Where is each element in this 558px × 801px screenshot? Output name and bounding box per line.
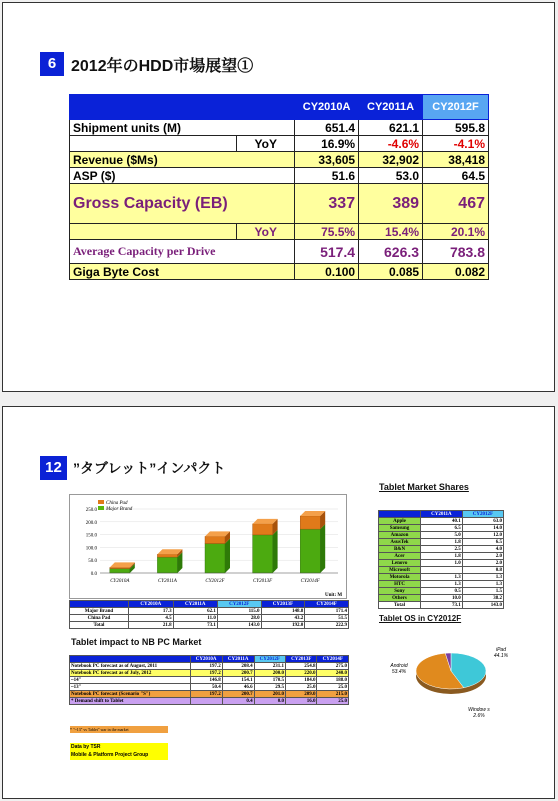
- pie-label-value: 53.4%: [391, 669, 407, 675]
- table-row: [70, 677, 349, 684]
- table-cell: 33,605: [295, 152, 359, 168]
- table-cell: 51.5: [305, 615, 349, 622]
- header-cell: CY2012F: [462, 511, 503, 518]
- table-cell: 4.0: [462, 546, 503, 553]
- row-label: [70, 224, 237, 240]
- table-cell: 0.4: [222, 698, 254, 705]
- slide-hdd-outlook: [2, 2, 555, 392]
- table-cell: 15.4%: [359, 224, 423, 240]
- row-label: Notebook PC forecast (Scenario "S"): [70, 691, 191, 698]
- row-label: Revenue ($Ms): [70, 152, 295, 168]
- table-cell: 29.5: [254, 684, 285, 691]
- row-label: Shipment units (M): [70, 120, 295, 136]
- table-cell: 200.7: [222, 670, 254, 677]
- tablet-os-pie: [381, 639, 531, 719]
- table-cell: 10.0: [421, 595, 463, 602]
- table-cell: 25.0: [317, 684, 349, 691]
- table-cell: 467: [423, 184, 489, 224]
- table-cell: 188.0: [317, 677, 349, 684]
- table-row: [70, 184, 489, 224]
- table-row: [70, 168, 489, 184]
- table-cell: 651.4: [295, 120, 359, 136]
- war-note: * "~13" vs Tablet" war in the market: [70, 726, 168, 733]
- table-cell: 28.0: [217, 615, 261, 622]
- table-cell: 64.5: [423, 168, 489, 184]
- table-cell: 143.0: [462, 602, 503, 609]
- shares-title: Tablet Market Shares: [379, 482, 469, 492]
- table-cell: 215.0: [317, 691, 349, 698]
- table-cell: 222.9: [305, 622, 349, 629]
- table-cell: 2.0: [462, 560, 503, 567]
- table-row: [379, 546, 504, 553]
- table-cell: 14.0: [462, 525, 503, 532]
- table-row: [70, 663, 349, 670]
- table-row: [70, 691, 349, 698]
- table-row: [70, 264, 489, 280]
- table-cell: 25.0: [286, 684, 317, 691]
- table-row: [70, 120, 489, 136]
- table-cell: 1.0: [421, 560, 463, 567]
- header-blank: [70, 95, 295, 120]
- table-cell: 1.5: [462, 588, 503, 595]
- legend-label: Major Brand: [106, 507, 133, 512]
- table-cell: 0.082: [423, 264, 489, 280]
- bar-china-pad: [253, 524, 273, 535]
- table-cell: 4.5: [128, 615, 173, 622]
- y-tick-label: 250.0: [85, 508, 97, 513]
- row-label: Lenovo: [379, 560, 421, 567]
- pie-label-name: Window s: [468, 707, 490, 713]
- table-row: [379, 525, 504, 532]
- table-cell: 197.2: [190, 670, 222, 677]
- table-cell: 73.1: [421, 602, 463, 609]
- table-cell: 200.7: [222, 691, 254, 698]
- table-cell: 32,902: [359, 152, 423, 168]
- tablet-unit-table: [69, 600, 349, 629]
- table-cell: 53.0: [359, 168, 423, 184]
- nb-pc-impact-table: [69, 655, 349, 705]
- table-cell: 220.0: [286, 670, 317, 677]
- table-cell: 46.6: [222, 684, 254, 691]
- hdd-market-table: [69, 94, 489, 280]
- table-cell: 0.5: [421, 588, 463, 595]
- table-cell: 51.6: [295, 168, 359, 184]
- table-row: [379, 532, 504, 539]
- row-sublabel: YoY: [237, 136, 295, 152]
- bar-china-pad: [205, 536, 225, 543]
- bar-major-brand: [205, 544, 225, 573]
- x-tick-label: CY2013F: [253, 579, 273, 584]
- bar-major-brand: [110, 569, 130, 573]
- bar-china-pad: [157, 554, 177, 557]
- table-cell: 16.0: [286, 698, 317, 705]
- legend-label: China Pad: [106, 501, 128, 506]
- table-cell: 63.0: [462, 518, 503, 525]
- slide-number-badge: 12: [40, 456, 67, 480]
- table-row: [70, 152, 489, 168]
- table-row: [70, 684, 349, 691]
- row-label: [70, 136, 237, 152]
- table-cell: 25.0: [317, 698, 349, 705]
- table-cell: 1.8: [421, 539, 463, 546]
- table-cell: 184.0: [286, 677, 317, 684]
- legend-swatch: [98, 506, 104, 510]
- table-cell: 1.8: [421, 553, 463, 560]
- table-header-row: [70, 601, 349, 608]
- table-row: [70, 240, 489, 264]
- tablet-shares-table: [378, 510, 504, 609]
- table-cell: 192.0: [261, 622, 305, 629]
- table-cell: 1.3: [462, 574, 503, 581]
- chart-legend: [98, 500, 132, 512]
- row-label: HTC: [379, 581, 421, 588]
- table-cell: 197.2: [190, 691, 222, 698]
- row-sublabel: YoY: [237, 224, 295, 240]
- table-row: [379, 574, 504, 581]
- row-label: Giga Byte Cost: [70, 264, 295, 280]
- os-title: Tablet OS in CY2012F: [379, 614, 462, 623]
- row-label: Total: [70, 622, 129, 629]
- table-cell: 0.085: [359, 264, 423, 280]
- table-row: [70, 136, 489, 152]
- row-label: Motorola: [379, 574, 421, 581]
- row-label: Notebook PC forecast as of July, 2012: [70, 670, 191, 677]
- table-cell: 517.4: [295, 240, 359, 264]
- header-cell: CY2011A: [173, 601, 217, 608]
- table-row: [379, 553, 504, 560]
- header-cell: CY2012F: [254, 656, 285, 663]
- source-line: Mobile & Platform Project Group: [71, 752, 149, 758]
- table-cell: 209.0: [286, 691, 317, 698]
- table-cell: 2.0: [462, 553, 503, 560]
- table-cell: 6.5: [421, 525, 463, 532]
- table-cell: 0.0: [254, 698, 285, 705]
- table-cell: [421, 567, 463, 574]
- table-row: [379, 595, 504, 602]
- table-row: [379, 567, 504, 574]
- unit-label: Unit: M: [325, 593, 343, 598]
- row-label: China Pad: [70, 615, 129, 622]
- table-cell: 43.2: [261, 615, 305, 622]
- header-cell: [379, 511, 421, 518]
- table-row: [70, 670, 349, 677]
- bar-china-pad: [110, 567, 130, 568]
- bar-major-brand: [253, 535, 273, 573]
- table-cell: 50.4: [190, 684, 222, 691]
- table-cell: 208.4: [222, 663, 254, 670]
- row-label: Notebook PC forecast as of August, 2011: [70, 663, 191, 670]
- y-tick-label: 0.0: [90, 572, 97, 577]
- row-label: Gross Capacity (EB): [70, 184, 295, 224]
- table-cell: 146.8: [190, 677, 222, 684]
- table-cell: -4.6%: [359, 136, 423, 152]
- bar-major-brand-side: [225, 539, 230, 573]
- table-cell: 0.100: [295, 264, 359, 280]
- table-cell: 38.2: [462, 595, 503, 602]
- header-cell: CY2011A: [222, 656, 254, 663]
- row-label: ~14": [70, 677, 191, 684]
- table-cell: 0.8: [462, 567, 503, 574]
- y-tick-label: 50.0: [88, 559, 97, 565]
- bar-major-brand-side: [320, 524, 325, 573]
- bar-major-brand: [300, 529, 320, 573]
- table-cell: 275.0: [317, 663, 349, 670]
- table-cell: -4.1%: [423, 136, 489, 152]
- y-tick-label: 200.0: [85, 520, 97, 526]
- table-row: [379, 518, 504, 525]
- row-label: ASP ($): [70, 168, 295, 184]
- table-row: [70, 622, 349, 629]
- table-cell: 626.3: [359, 240, 423, 264]
- x-tick-label: CY2010A: [110, 579, 130, 584]
- table-row: [70, 224, 489, 240]
- header-cell: CY2010A: [295, 95, 359, 120]
- slide-title: ”タブレット”インパクト: [73, 460, 226, 476]
- table-cell: 1.3: [421, 581, 463, 588]
- pie-label-name: iPad: [495, 647, 507, 653]
- table-cell: 231.1: [254, 663, 285, 670]
- header-cell: [70, 656, 191, 663]
- table-cell: 17.3: [128, 608, 173, 615]
- pie-label-value: 2.6%: [473, 713, 485, 719]
- table-header-row: [379, 511, 504, 518]
- row-label: ~13": [70, 684, 191, 691]
- x-tick-label: CY2014F: [300, 579, 320, 584]
- impact-title: Tablet impact to NB PC Market: [71, 637, 202, 647]
- table-cell: 201.0: [254, 691, 285, 698]
- table-cell: 171.4: [305, 608, 349, 615]
- row-label: * Demand shift to Tablet: [70, 698, 191, 705]
- table-row: [379, 588, 504, 595]
- row-label: Average Capacity per Drive: [70, 240, 295, 264]
- table-cell: 20.1%: [423, 224, 489, 240]
- table-cell: 240.0: [317, 670, 349, 677]
- header-cell: CY2010A: [128, 601, 173, 608]
- table-cell: 5.0: [421, 532, 463, 539]
- table-cell: 62.1: [173, 608, 217, 615]
- slide-number-badge: 6: [40, 52, 64, 76]
- table-cell: 115.0: [217, 608, 261, 615]
- header-cell: CY2012F: [217, 601, 261, 608]
- table-row: [70, 698, 349, 705]
- x-tick-label: CY2012F: [205, 579, 225, 584]
- table-cell: 1.3: [462, 581, 503, 588]
- table-row: [379, 602, 504, 609]
- row-label: Amazon: [379, 532, 421, 539]
- table-header-row: [70, 95, 489, 120]
- legend-swatch: [98, 500, 104, 504]
- table-cell: 170.5: [254, 677, 285, 684]
- row-label: Others: [379, 595, 421, 602]
- table-cell: 38,418: [423, 152, 489, 168]
- table-cell: 73.1: [173, 622, 217, 629]
- row-label: B&N: [379, 546, 421, 553]
- header-cell: CY2013F: [286, 656, 317, 663]
- x-tick-label: CY2011A: [157, 579, 177, 584]
- table-cell: [190, 698, 222, 705]
- table-cell: 12.0: [462, 532, 503, 539]
- slide-tablet-impact: [2, 406, 555, 799]
- table-cell: 1.3: [421, 574, 463, 581]
- table-cell: 783.8: [423, 240, 489, 264]
- y-tick-label: 150.0: [85, 533, 97, 539]
- row-label: Sony: [379, 588, 421, 595]
- table-cell: 75.5%: [295, 224, 359, 240]
- header-cell: CY2010A: [190, 656, 222, 663]
- bar-major-brand-side: [273, 530, 278, 573]
- table-cell: 16.9%: [295, 136, 359, 152]
- table-cell: 143.0: [217, 622, 261, 629]
- header-cell: CY2014F: [317, 656, 349, 663]
- header-cell: CY2013F: [261, 601, 305, 608]
- table-cell: 2.5: [421, 546, 463, 553]
- row-label: Total: [379, 602, 421, 609]
- row-label: Samsung: [379, 525, 421, 532]
- table-cell: 595.8: [423, 120, 489, 136]
- source-line: Data by TSR: [71, 744, 101, 750]
- table-row: [379, 581, 504, 588]
- slide-title: 2012年のHDD市場展望①: [71, 58, 254, 75]
- table-cell: 254.8: [286, 663, 317, 670]
- table-row: [70, 615, 349, 622]
- table-cell: 621.1: [359, 120, 423, 136]
- bar-china-pad: [300, 516, 320, 529]
- table-cell: 148.8: [261, 608, 305, 615]
- y-tick-label: 100.0: [85, 546, 97, 552]
- pie-label-name: Android: [390, 663, 408, 669]
- table-row: [379, 539, 504, 546]
- header-cell: CY2012F: [423, 95, 489, 120]
- row-label: Apple: [379, 518, 421, 525]
- tablet-shipment-chart: [69, 494, 347, 599]
- row-label: Acer: [379, 553, 421, 560]
- table-cell: 337: [295, 184, 359, 224]
- table-cell: 21.8: [128, 622, 173, 629]
- pie-label-value: 44.1%: [493, 653, 509, 659]
- table-header-row: [70, 656, 349, 663]
- legend-item: [98, 506, 132, 512]
- table-cell: 6.5: [462, 539, 503, 546]
- row-label: AsusTek: [379, 539, 421, 546]
- table-cell: 40.1: [421, 518, 463, 525]
- source-box: [70, 743, 168, 760]
- header-cell: CY2014F: [305, 601, 349, 608]
- table-cell: 389: [359, 184, 423, 224]
- table-cell: 154.1: [222, 677, 254, 684]
- table-cell: 11.0: [173, 615, 217, 622]
- table-row: [70, 608, 349, 615]
- row-label: Major Brand: [70, 608, 129, 615]
- row-label: Microsoft: [379, 567, 421, 574]
- header-cell: [70, 601, 129, 608]
- bar-major-brand: [157, 557, 177, 573]
- table-row: [379, 560, 504, 567]
- table-cell: 197.2: [190, 663, 222, 670]
- table-cell: 200.0: [254, 670, 285, 677]
- header-cell: CY2011A: [421, 511, 463, 518]
- header-cell: CY2011A: [359, 95, 423, 120]
